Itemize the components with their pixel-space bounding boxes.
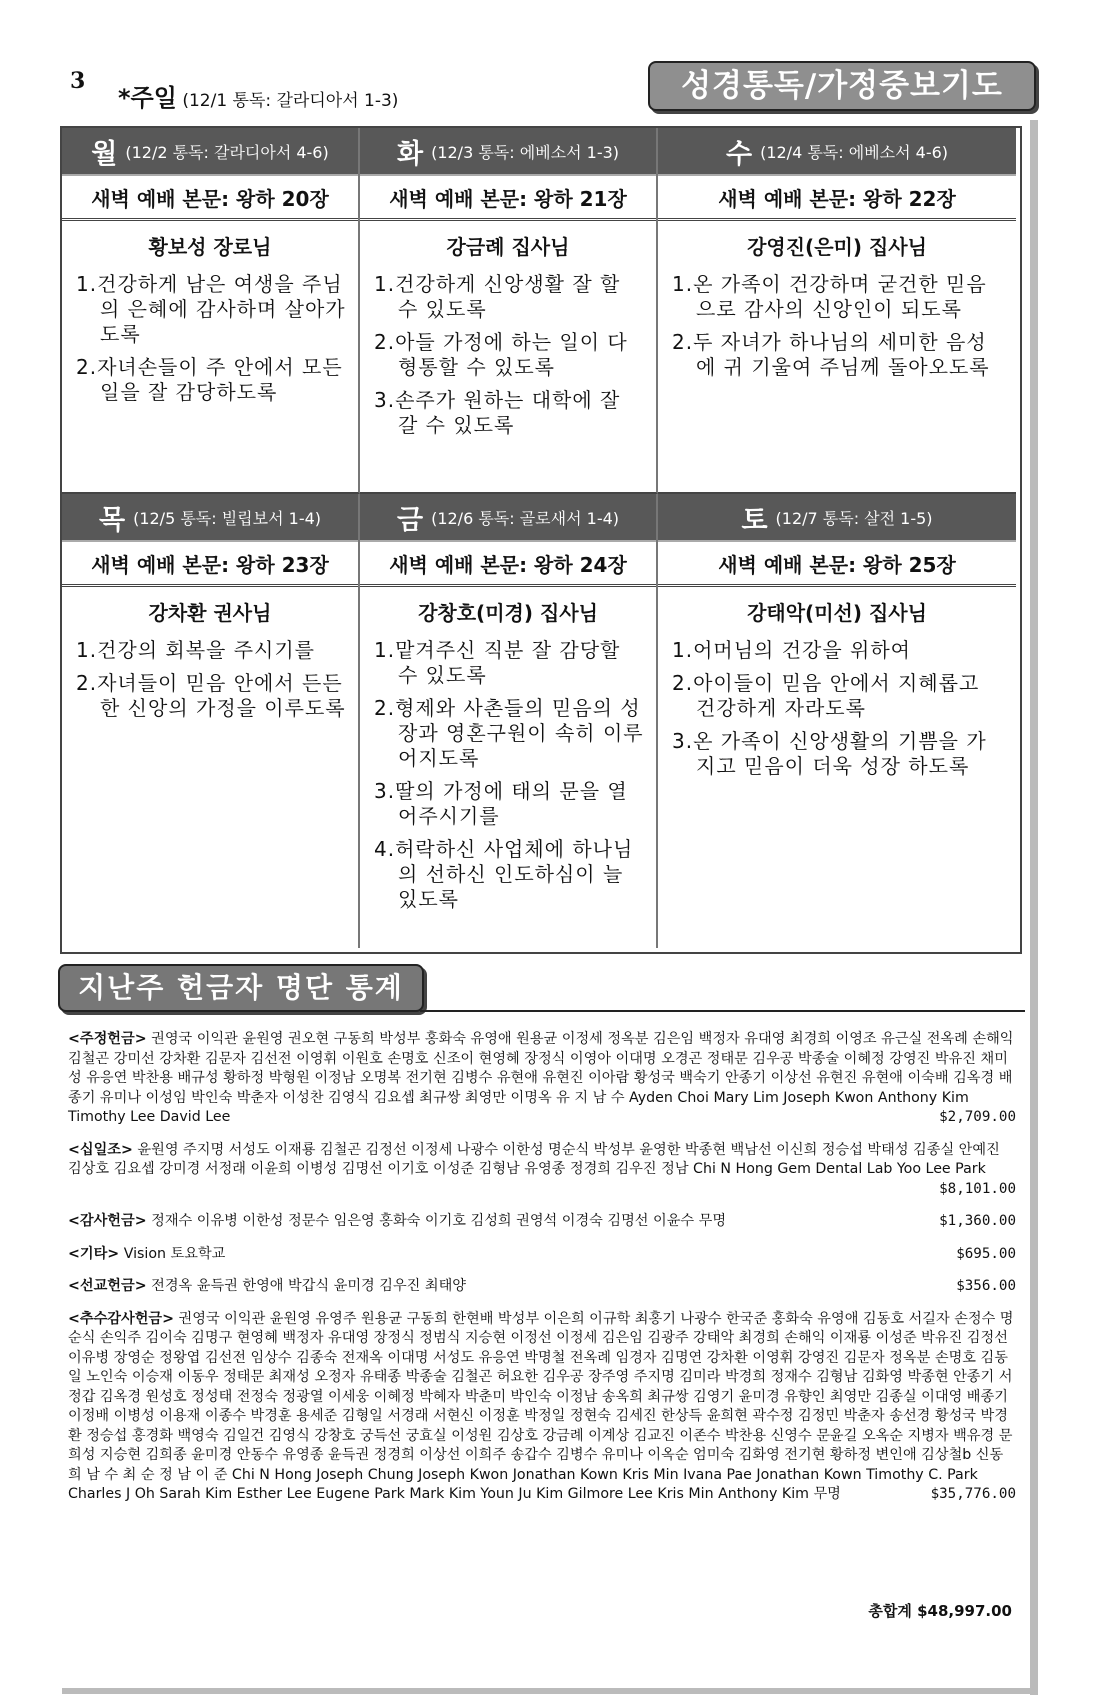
offering-title: 지난주 헌금자 명단 통계	[58, 964, 424, 1012]
day-cell	[658, 494, 1016, 948]
sermon-text: 새벽 예배 본문: 왕하 23장	[62, 542, 358, 587]
day-cell	[360, 128, 658, 494]
prayer-item: 3.손주가 원하는 대학에 잘 갈 수 있도록	[374, 388, 621, 437]
day-header	[360, 494, 656, 542]
sunday-label: *주일	[118, 84, 177, 112]
sermon-text: 새벽 예배 본문: 왕하 21장	[360, 176, 656, 221]
offering-group	[68, 1212, 1016, 1232]
offering-names: 권영국 이익관 윤원영 권오현 구동희 박성부 홍화숙 유영애 원용균 이정세 정옥분 김은임 백정자 유대영 최경희 이영조 유근실 전옥례 손해익 김철곤 강미선 강차환 김문자 김선전 이영휘 이원호 손명호 신조이 현영혜 장정식 이영아 이대명 오경곤 정태문 김우공 박종술 이혜정 강영진 박유진 채미성 유응연 박찬용 배규성 황하정 박형원 이정남 오명복 전기현 김병수 유현애 유현진 이아람 황성국 백숙기 안종기 이상선 유현진 유현애 이숙배 김옥경 배종기 유미나 이성임 박인숙 박춘자 이성찬 김영식 김요셉 최규쌍 최영만 이명옥 유 지 남 수 Ayden Choi Mary Lim Joseph Kwon Anthony Kim Timothy Lee David Lee	[68, 1031, 1014, 1125]
day-reading: (12/2 통독: 갈라디아서 4-6)	[125, 142, 329, 162]
prayer-item: 1.어머님의 건강을 위하여	[672, 638, 911, 662]
offering-group	[68, 1310, 1016, 1505]
prayer-item: 2.두 자녀가 하나님의 세미한 음성에 귀 기울여 주님께 돌아오도록	[672, 330, 990, 379]
offering-label: <기타>	[68, 1245, 120, 1262]
prayer-grid	[60, 126, 1022, 954]
sermon-text: 새벽 예배 본문: 왕하 24장	[360, 542, 656, 587]
offering-amount: $35,776.00	[930, 1486, 1016, 1502]
day-header	[360, 128, 656, 176]
sermon-text: 새벽 예배 본문: 왕하 20장	[62, 176, 358, 221]
prayer-item: 2.아이들이 믿음 안에서 지혜롭고 건강하게 자라도록	[672, 671, 980, 720]
day-reading: (12/7 통독: 살전 1-5)	[775, 508, 933, 528]
prayer-item: 2.자녀들이 믿음 안에서 든든한 신앙의 가정을 이루도록	[76, 671, 346, 720]
prayer-person: 강태악(미선) 집사님	[747, 601, 927, 625]
offering-group	[68, 1141, 1016, 1200]
day-reading: (12/5 통독: 빌립보서 1-4)	[133, 508, 322, 528]
prayer-item: 1.맡겨주신 직분 잘 감당할 수 있도록	[374, 638, 621, 687]
prayer-item: 4.허락하신 사업체에 하나님의 선하신 인도하심이 늘 있도록	[374, 837, 634, 911]
prayer-person: 강차환 권사님	[148, 601, 272, 625]
prayer-item: 3.딸의 가정에 태의 문을 열어주시기를	[374, 779, 628, 828]
day-reading: (12/6 통독: 골로새서 1-4)	[431, 508, 620, 528]
day-cell	[62, 128, 360, 494]
day-name: 토	[741, 504, 768, 536]
prayer-list	[62, 272, 358, 405]
day-reading: (12/4 통독: 에베소서 4-6)	[760, 142, 949, 162]
offering-names: 권영국 이익관 윤원영 유영주 원용균 구동희 한현배 박성부 이은희 이규학 최홍기 나광수 한국준 홍화숙 유영애 김동호 서길자 손정수 명순식 손익주 김이숙 김명구 현영혜 백정자 유대영 장정식 정범식 지승현 이정선 이정세 김은임 김광주 강태악 최경희 손해익 이재룡 이성준 박유진 김정선 이유병 장영순 정왕엽 김선전 임상수 김종숙 전재옥 이대명 서성도 유응연 박명철 전옥례 임경자 김명연 강차환 이영휘 강영진 김문자 정옥분 손명호 김동일 노인숙 이승재 이동우 정태문 최재성 오정자 유태종 박종술 김철곤 허요한 김우공 장주영 주지명 김미라 박경희 정재수 김형남 김화영 박종현 안종기 서정갑 김옥경 원성호 정성태 전정숙 정광열 이세웅 이혜정 박혜자 박춘미 박인숙 이정남 송옥희 최규쌍 김영기 윤미경 유향인 최영만 김종실 이대영 배종기 이정배 이병성 이용재 이종수 박경훈 용세준 김형일 서경래 서현신 이정훈 박정일 정현숙 김세진 한상득 윤희현 곽수정 김정민 박춘자 송선경 황성국 박경환 정승섭 홍경화 백영숙 김일건 김영식 강창호 궁득선 궁효실 이성원 김상호 강금례 이계상 김교진 이존수 박찬용 신영수 문윤길 오옥순 지병자 백유경 문희성 지승현 김희종 윤미경 안동수 유영종 윤득권 정경희 이상선 이희주 송갑수 김병수 유미나 이옥순 엄미숙 김화영 전기현 황하정 변인애 김상철b 신동희 남 수 최 순 정 남 이 준 Chi N Hong Joseph Chung Joseph Kwon Jonathan Kown Kris Min Ivana Pae Jonathan Kown Timothy C. Park Charles J Oh Sarah Kim Esther Lee Eugene Park Mark Kim Youn Ju Kim Gilmore Lee Kris Min Anthony Kim 무명	[68, 1310, 1014, 1502]
offering-label: <감사헌금>	[68, 1213, 147, 1229]
offering-label: <십일조>	[68, 1141, 133, 1158]
prayer-person: 강금례 집사님	[446, 235, 570, 259]
prayer-item: 1.건강의 회복을 주시기를	[76, 638, 315, 662]
day-name: 월	[91, 138, 118, 170]
prayer-list	[360, 638, 656, 912]
day-name: 금	[396, 504, 424, 536]
day-header	[62, 128, 358, 176]
prayer-item: 3.온 가족이 신앙생활의 기쁨을 가지고 믿음이 더욱 성장 하도록	[672, 729, 987, 778]
offering-amount: $356.00	[956, 1278, 1016, 1294]
prayer-item: 1.건강하게 신앙생활 잘 할 수 있도록	[374, 272, 621, 321]
prayer-item: 1.건강하게 남은 여생을 주님의 은혜에 감사하며 살아가도록	[76, 272, 346, 346]
sermon-text: 새벽 예배 본문: 왕하 25장	[658, 542, 1016, 587]
offering-names: Vision 토요학교	[123, 1245, 226, 1262]
offering-amount: $1,360.00	[939, 1213, 1016, 1229]
offering-amount: $695.00	[956, 1245, 1016, 1262]
offering-label: <추수감사헌금>	[68, 1310, 175, 1327]
prayer-list	[658, 638, 1016, 779]
prayer-item: 2.아들 가정에 하는 일이 다 형통할 수 있도록	[374, 330, 628, 379]
prayer-item: 2.자녀손들이 주 안에서 모든 일을 잘 감당하도록	[76, 355, 343, 404]
offering-group	[68, 1030, 1016, 1128]
day-cell	[658, 128, 1016, 494]
prayer-list	[658, 272, 1016, 380]
sunday-reading	[118, 78, 398, 113]
offering-names: 전경옥 윤득권 한영애 박갑식 윤미경 김우진 최태양	[151, 1278, 466, 1294]
offering-amount: $2,709.00	[939, 1109, 1016, 1125]
day-name: 수	[725, 138, 753, 170]
prayer-person: 황보성 장로님	[148, 235, 272, 259]
sunday-reading-text: (12/1 통독: 갈라디아서 1-3)	[182, 91, 399, 111]
offering-group	[68, 1245, 1016, 1265]
offering-label: <선교헌금>	[68, 1278, 147, 1294]
offering-label: <주정헌금>	[68, 1031, 147, 1047]
day-reading: (12/3 통독: 에베소서 1-3)	[431, 142, 620, 162]
prayer-item: 1.온 가족이 건강하며 굳건한 믿음으로 감사의 신앙인이 되도록	[672, 272, 987, 321]
offering-list	[68, 1030, 1016, 1518]
day-name: 화	[396, 138, 424, 170]
prayer-person: 강영진(은미) 집사님	[747, 235, 927, 259]
offering-group	[68, 1277, 1016, 1297]
day-name: 목	[98, 504, 126, 536]
prayer-item: 2.형제와 사촌들의 믿음의 성장과 영혼구원이 속히 이루어지도록	[374, 696, 644, 770]
offering-names: 윤원영 주지명 서성도 이재룡 김철곤 김정선 이정세 나광수 이한성 명순식 박성부 윤영한 박종현 백남선 이신희 정승섭 박태성 김종실 안예진 김상호 김요셉 강미경 서정래 이윤희 이병성 김명선 이기호 이성준 김형남 유영종 정경희 김우진 정남 Chi N Hong Gem Dental Lab Yoo Lee Park	[68, 1141, 1000, 1177]
prayer-person: 강창호(미경) 집사님	[418, 601, 598, 625]
offering-rule	[420, 1010, 1025, 1012]
day-cell	[62, 494, 360, 948]
sermon-text: 새벽 예배 본문: 왕하 22장	[658, 176, 1016, 221]
right-border	[1030, 120, 1038, 1695]
bottom-border	[62, 1688, 1038, 1694]
section-banner: 성경통독/가정중보기도	[648, 61, 1036, 111]
prayer-list	[360, 272, 656, 438]
offering-names: 정재수 이유병 이한성 정문수 임은영 홍화숙 이기호 김성희 권영석 이경숙 김명선 이윤수 무명	[151, 1213, 727, 1229]
day-cell	[360, 494, 658, 948]
page-number: 3	[70, 68, 86, 94]
offering-amount: $8,101.00	[939, 1180, 1016, 1197]
prayer-list	[62, 638, 358, 721]
day-header	[658, 128, 1016, 176]
offering-total: 총합계 $48,997.00	[868, 1602, 1012, 1620]
day-header	[62, 494, 358, 542]
day-header	[658, 494, 1016, 542]
